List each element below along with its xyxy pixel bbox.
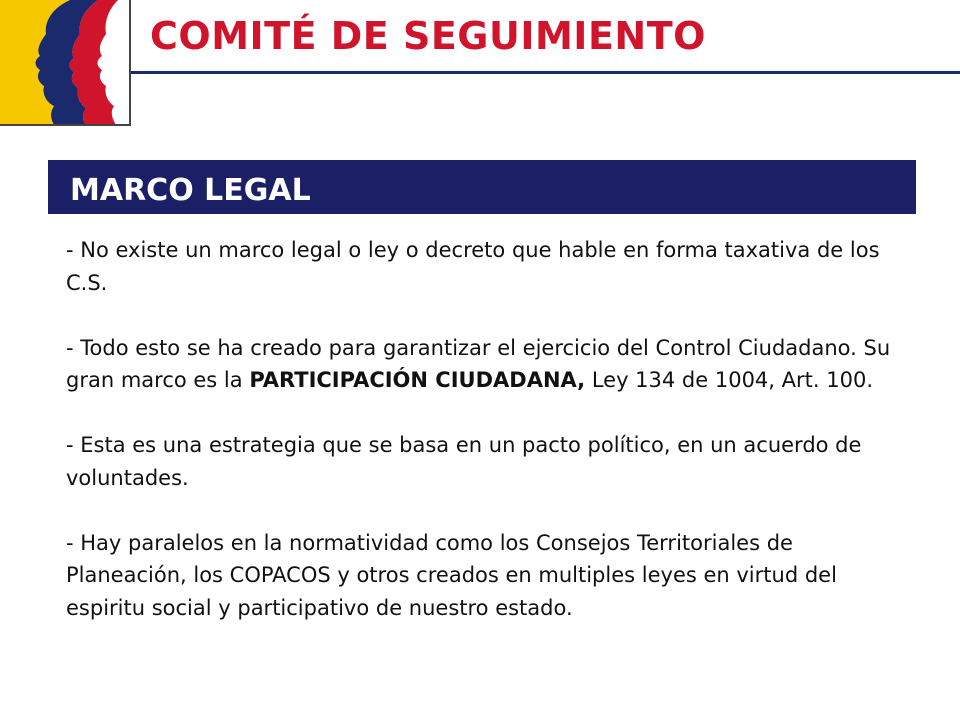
stylized-faces-logo-icon (0, 0, 130, 125)
title-underline (131, 71, 960, 74)
content-body (66, 234, 916, 624)
paragraph-2-text-a: - Todo esto se ha creado para garantizar el ejercicio del Control Ciudadano. Su gran marco es la (66, 335, 891, 392)
logo-divider-vertical (129, 0, 131, 126)
paragraph-2 (66, 332, 916, 397)
paragraph-4: - Hay paralelos en la normatividad como los Consejos Territoriales de Planeación, los COPACOS y otros creados en multiples leyes en virtud del espiritu social y participativo de nuestro estado. (66, 530, 837, 620)
paragraph-2-emphasis: PARTICIPACIÓN CIUDADANA, (249, 368, 586, 392)
paragraph-3: - Esta es una estrategia que se basa en un pacto político, en un acuerdo de voluntades. (66, 433, 862, 490)
logo-divider-horizontal (0, 124, 131, 126)
paragraph-1: - No existe un marco legal o ley o decreto que hable en forma taxativa de los C.S. (66, 238, 880, 295)
section-header-bar (48, 160, 916, 214)
section-title: MARCO LEGAL (70, 173, 311, 208)
paragraph-2-text-c: Ley 134 de 1004, Art. 100. (585, 368, 873, 392)
page-title: COMITÉ DE SEGUIMIENTO (150, 14, 706, 58)
